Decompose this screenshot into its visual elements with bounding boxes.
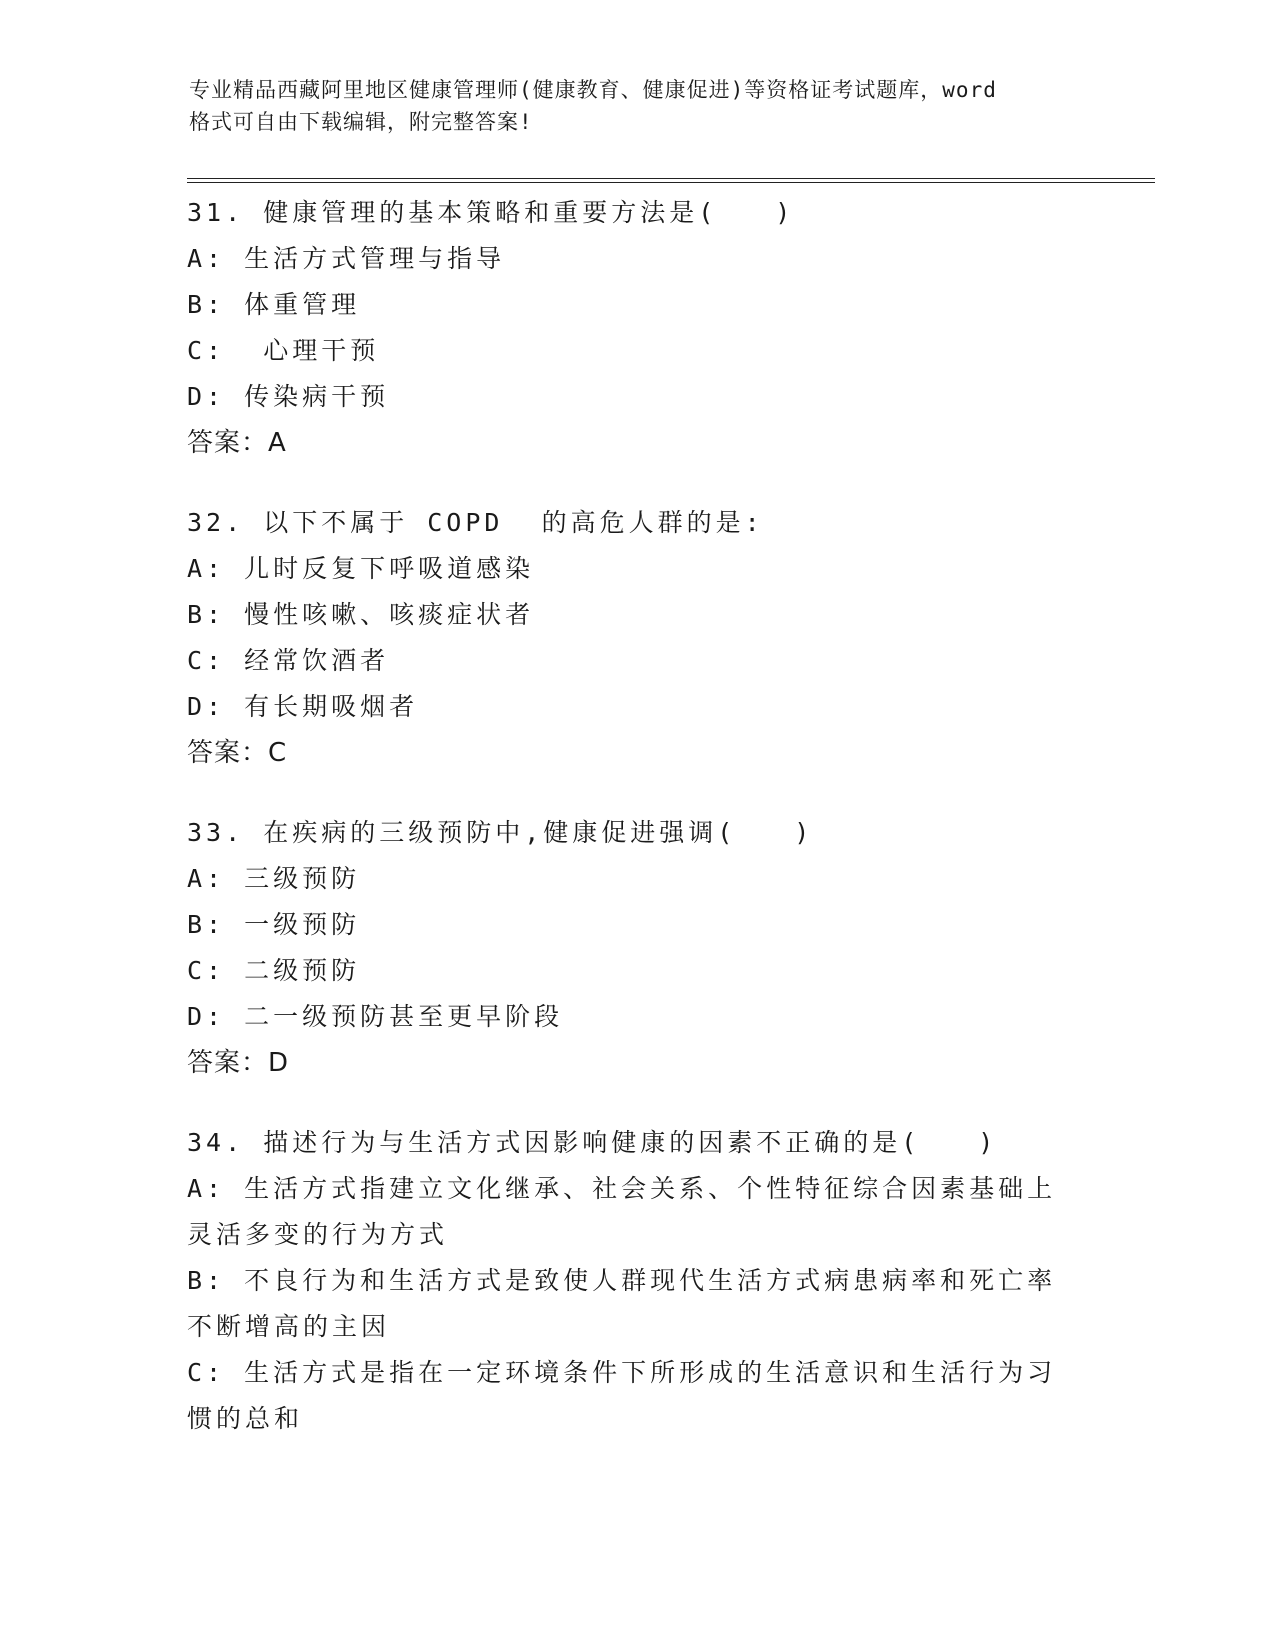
answer-value: C xyxy=(268,738,288,768)
answer-label: 答案： xyxy=(187,738,269,768)
answer-label: 答案： xyxy=(187,1048,269,1078)
question-34 xyxy=(187,1120,1087,1442)
question-33 xyxy=(187,810,1087,1086)
answer-value: D xyxy=(268,1048,290,1078)
answer-line xyxy=(187,420,1087,466)
option-a: A: 三级预防 xyxy=(187,864,361,893)
answer-value: A xyxy=(268,428,287,458)
answer-label: 答案： xyxy=(187,428,269,458)
option-b: B: 一级预防 xyxy=(187,910,361,939)
header-divider-top xyxy=(187,178,1155,179)
option-c: C: 经常饮酒者 xyxy=(187,646,390,675)
option-d: D: 有长期吸烟者 xyxy=(187,692,419,721)
question-stem: 33. 在疾病的三级预防中,健康促进强调( ) xyxy=(187,818,814,847)
question-stem: 32. 以下不属于 COPD 的高危人群的是: xyxy=(187,508,764,537)
option-c: C: 心理干预 xyxy=(187,336,380,365)
option-c: C: 生活方式是指在一定环境条件下所形成的生活意识和生活行为习惯的总和 xyxy=(187,1358,1057,1433)
option-b: B: 慢性咳嗽、咳痰症状者 xyxy=(187,600,535,629)
option-c: C: 二级预防 xyxy=(187,956,361,985)
option-b: B: 体重管理 xyxy=(187,290,361,319)
option-d: D: 传染病干预 xyxy=(187,382,390,411)
document-header xyxy=(189,74,1089,138)
answer-line xyxy=(187,730,1087,776)
header-line-1: 专业精品西藏阿里地区健康管理师(健康教育、健康促进)等资格证考试题库，word xyxy=(189,78,997,102)
question-31 xyxy=(187,190,1087,466)
question-stem: 31. 健康管理的基本策略和重要方法是( ) xyxy=(187,198,795,227)
question-stem: 34. 描述行为与生活方式因影响健康的因素不正确的是( ) xyxy=(187,1128,998,1157)
header-line-2: 格式可自由下载编辑，附完整答案! xyxy=(189,110,533,134)
answer-line xyxy=(187,1040,1087,1086)
option-a: A: 生活方式指建立文化继承、社会关系、个性特征综合因素基础上灵活多变的行为方式 xyxy=(187,1174,1057,1249)
header-divider-bottom xyxy=(187,182,1155,183)
question-32 xyxy=(187,500,1087,776)
option-d: D: 二一级预防甚至更早阶段 xyxy=(187,1002,564,1031)
option-a: A: 生活方式管理与指导 xyxy=(187,244,506,273)
option-a: A: 儿时反复下呼吸道感染 xyxy=(187,554,535,583)
option-b: B: 不良行为和生活方式是致使人群现代生活方式病患病率和死亡率不断增高的主因 xyxy=(187,1266,1057,1341)
question-list xyxy=(187,190,1087,1476)
